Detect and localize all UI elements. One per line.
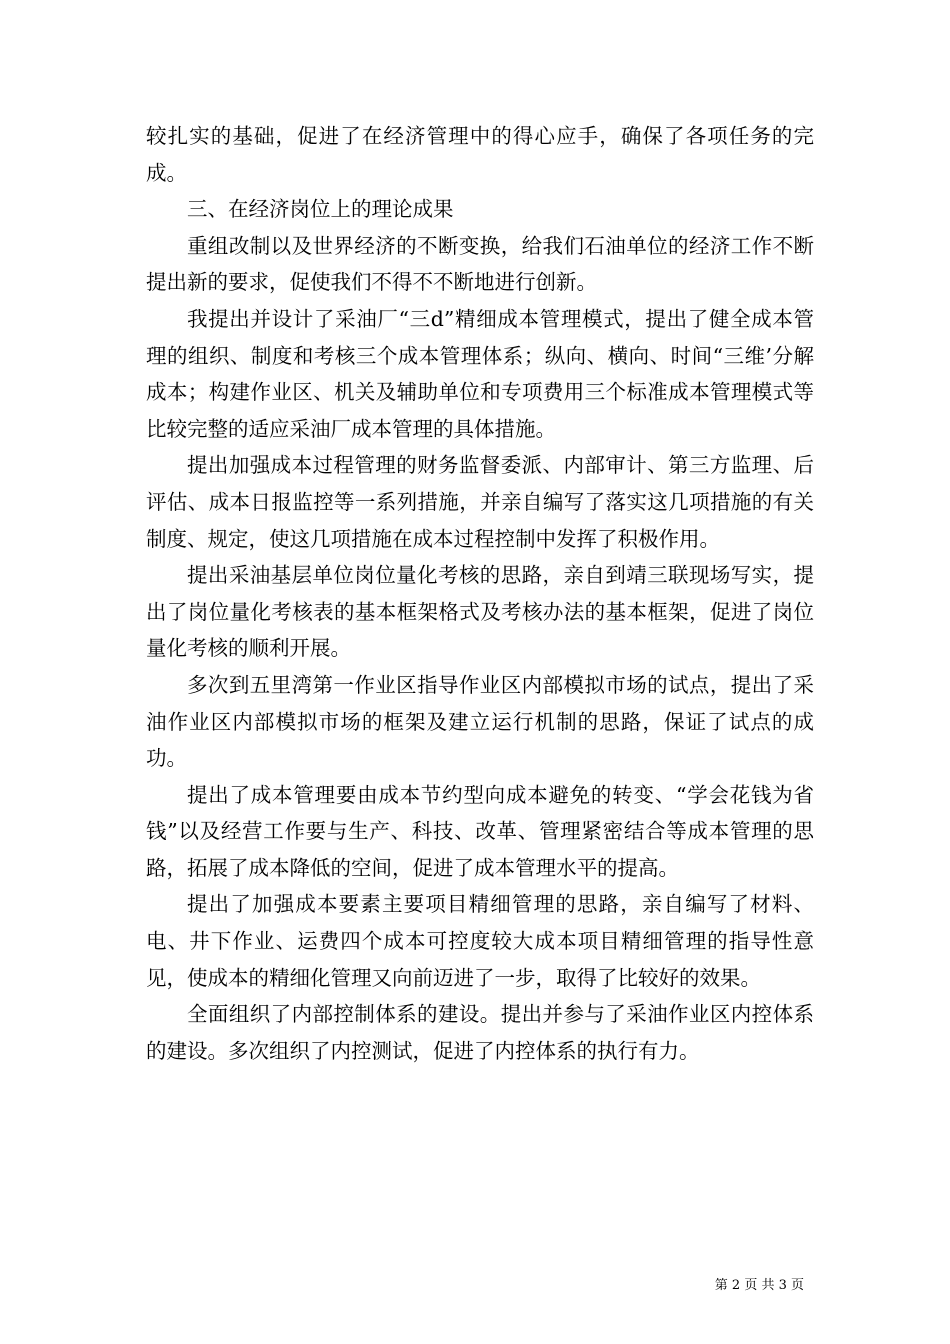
paragraph: 提出了加强成本要素主要项目精细管理的思路，亲自编写了材料、电、井下作业、运费四个成本可控度较大成本项目精细管理的指导性意见，使成本的精细化管理又向前迈进了一步，取得了比较好的效果。 (146, 892, 814, 990)
paragraph: 提出了成本管理要由成本节约型向成本避免的转变、“学会花钱为省钱”以及经营工作要与生产、科技、改革、管理紧密结合等成本管理的思路，拓展了成本降低的空间，促进了成本管理水平的提高。 (146, 782, 814, 880)
section-heading: 三、在经济岗位上的理论成果 (187, 197, 454, 222)
paragraph-continuation: 较扎实的基础，促进了在经济管理中的得心应手，确保了各项任务的完成。 (146, 124, 814, 185)
body-text (146, 118, 814, 1069)
paragraph: 重组改制以及世界经济的不断变换，给我们石油单位的经济工作不断提出新的要求，促使我们不得不不断地进行创新。 (146, 233, 814, 295)
paragraph: 我提出并设计了采油厂“三d”精细成本管理模式，提出了健全成本管理的组织、制度和考核三个成本管理体系；纵向、横向、时间“三维’分解成本；构建作业区、机关及辅助单位和专项费用三个标准成本管理模式等比较完整的适应采油厂成本管理的具体措施。 (146, 306, 814, 441)
paragraph: 全面组织了内部控制体系的建设。提出并参与了采油作业区内控体系的建设。多次组织了内控测试，促进了内控体系的执行有力。 (146, 1002, 814, 1063)
paragraph: 多次到五里湾第一作业区指导作业区内部模拟市场的试点，提出了采油作业区内部模拟市场的框架及建立运行机制的思路，保证了试点的成功。 (146, 672, 814, 771)
page-number-footer: 第 2 页 共 3 页 (714, 1278, 804, 1293)
paragraph: 提出加强成本过程管理的财务监督委派、内部审计、第三方监理、后评估、成本日报监控等一系列措施，并亲自编写了落实这几项措施的有关制度、规定，使这几项措施在成本过程控制中发挥了积极作用。 (146, 453, 814, 551)
paragraph: 提出采油基层单位岗位量化考核的思路，亲自到靖三联现场写实，提出了岗位量化考核表的基本框架格式及考核办法的基本框架，促进了岗位量化考核的顺利开展。 (146, 563, 814, 661)
